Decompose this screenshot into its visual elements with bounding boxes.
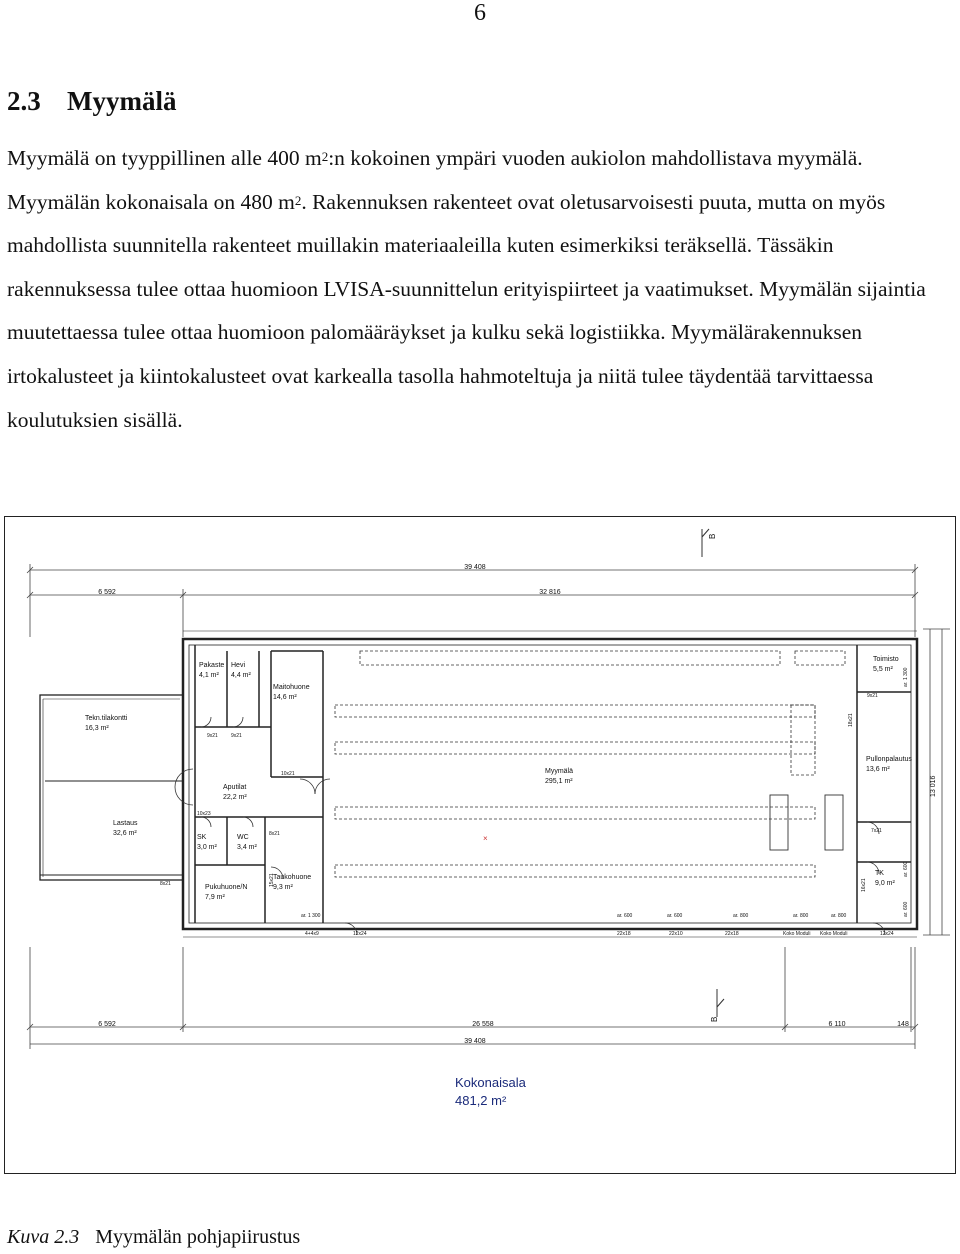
window-label-ar600-b: ar. 600: [667, 913, 683, 919]
room-name-sk: SK: [197, 834, 207, 841]
door-9x21-c: 9x21: [867, 693, 878, 699]
room-name-apu: Aputilat: [223, 784, 247, 791]
total-area-label: Kokonaisala: [455, 1075, 526, 1090]
section-label-top: B: [708, 533, 717, 539]
door-7x21: 7x21: [871, 828, 882, 834]
page-number: 6: [474, 0, 486, 26]
section-marker-bottom: [717, 989, 724, 1017]
room-area-maito: 14,6 m²: [273, 694, 297, 701]
window-label-ar600-c: ar. 600: [903, 861, 909, 877]
room-name-myymala: Myymälä: [545, 768, 574, 775]
window-koko-a: Koko Moduli: [783, 931, 811, 937]
room-area-tauko: 9,3 m²: [273, 884, 293, 891]
checkout-counters: [770, 795, 843, 850]
room-area-lastaus: 32,6 m²: [113, 830, 137, 837]
door-9x21-b: 9x21: [231, 733, 242, 739]
shelving: [335, 651, 845, 877]
door-4x9: 4+4x9: [305, 931, 319, 937]
dim-left-bottom: 6 592: [98, 1021, 116, 1028]
dimension-lines-top: [27, 564, 918, 637]
window-label-ar1300-b: ar. 1 300: [903, 667, 909, 687]
room-area-myymala: 295,1 m²: [545, 778, 573, 785]
figure-caption: [7, 1226, 300, 1249]
section-label-bottom: B: [710, 1016, 719, 1022]
superscript-2: 2: [294, 192, 302, 208]
room-name-tekn: Tekn.tilakontti: [85, 715, 128, 722]
total-area-value: 481,2 m²: [455, 1093, 507, 1108]
store-marker-x: ×: [483, 834, 488, 843]
door-9x21-a: 9x21: [207, 733, 218, 739]
door-10x23: 10x23: [197, 811, 211, 817]
door-16x21: 16x21: [861, 878, 867, 892]
section-marker-top: [702, 529, 709, 557]
door-22x10: 22x10: [669, 931, 683, 937]
window-label-ar800-c: ar. 800: [831, 913, 847, 919]
section-title: Myymälä: [67, 86, 177, 116]
dim-mid-bottom: 26 558: [472, 1021, 494, 1028]
room-name-maito: Maitohuone: [273, 684, 310, 691]
dimension-lines-bottom: [27, 947, 918, 1049]
room-name-toimisto: Toimisto: [873, 656, 899, 663]
room-area-wc: 3,4 m²: [237, 844, 257, 851]
dim-left-top: 6 592: [98, 589, 116, 596]
room-area-pakaste: 4,1 m²: [199, 672, 219, 679]
room-name-tauko: Taukohuone: [273, 874, 312, 881]
dim-side: 13 016: [930, 775, 937, 797]
room-name-pullo: Pullonpalautus: [866, 756, 912, 763]
room-name-pakaste: Pakaste: [199, 662, 225, 669]
body-paragraph: [7, 137, 952, 442]
door-8x24: 8x21: [160, 881, 171, 887]
door-22x18: 22x18: [617, 931, 631, 937]
door-15x21: 15x21: [269, 873, 275, 887]
door-12x24-b: 12x24: [880, 931, 894, 937]
room-area-sk: 3,0 m²: [197, 844, 217, 851]
room-area-puku: 7,9 m²: [205, 894, 225, 901]
section-heading: [7, 86, 176, 117]
annex-walls: [40, 695, 183, 880]
section-number: 2.3: [7, 86, 41, 116]
door-18x21: 18x21: [848, 713, 854, 727]
window-koko-b: Koko Moduli: [820, 931, 848, 937]
room-area-tk: 9,0 m²: [875, 880, 895, 887]
dim-right1-bottom: 6 110: [828, 1021, 846, 1028]
window-label-ar1300-a: ar. 1 300: [301, 913, 321, 919]
superscript-1: 2: [321, 149, 329, 164]
paragraph-text-3: . Rakennuksen rakenteet ovat oletusarvoisesti puuta, mutta on myös mahdollista suunnitella rakenteet muillakin materiaaleilla kuten esimerkiksi teräksellä. Tässäkin rakennuksessa tulee ottaa huomioon LVISA-suunnittelun erityispiirteet ja vaatimukset. Myymälän sijaintia muutettaessa tulee ottaa huomioon palomääräykset ja kulku sekä logistiikka. Myymälärakennuksen irtokalusteet ja kiintokalusteet ovat karkealla tasolla hahmoteltuja ja niitä tulee täydentää tarvittaessa koulutuksien sisällä.: [7, 189, 926, 432]
room-area-hevi: 4,4 m²: [231, 672, 251, 679]
window-label-ar800-a: ar. 800: [733, 913, 749, 919]
caption-text: Myymälän pohjapiirustus: [95, 1226, 301, 1248]
window-label-ar600-a: ar. 600: [617, 913, 633, 919]
caption-label: Kuva 2.3: [7, 1226, 80, 1248]
dim-right2-bottom: 148: [897, 1021, 909, 1028]
room-area-pullo: 13,6 m²: [866, 766, 890, 773]
window-label-ar800-b: ar. 800: [793, 913, 809, 919]
room-area-apu: 22,2 m²: [223, 794, 247, 801]
room-area-tekn: 16,3 m²: [85, 725, 109, 732]
room-name-hevi: Hevi: [231, 662, 246, 669]
room-area-toimisto: 5,5 m²: [873, 666, 893, 673]
dim-total-top: 39 408: [464, 564, 486, 571]
room-name-wc: WC: [237, 834, 249, 841]
paragraph-text-1: Myymälä on tyyppillinen alle 400 m: [7, 146, 322, 170]
door-22x18-b: 22x18: [725, 931, 739, 937]
floorplan-drawing: [5, 517, 955, 1173]
dim-main-top: 32 816: [539, 589, 561, 596]
door-swings: [175, 717, 885, 935]
window-label-ar600-d: ar. 600: [903, 901, 909, 917]
door-12x24-a: 12x24: [353, 931, 367, 937]
floorplan-figure: [4, 516, 956, 1174]
room-name-lastaus: Lastaus: [113, 820, 138, 827]
dim-total-bottom: 39 408: [464, 1038, 486, 1045]
room-name-tk: TK: [875, 870, 884, 877]
room-name-puku: Pukuhuone/N: [205, 884, 248, 891]
door-8x21: 8x21: [269, 831, 280, 837]
door-10x21: 10x21: [281, 771, 295, 777]
paragraph-text-2: :n kokoinen ympäri vuoden aukiolon mahdollistava myymälä. Myymälän kokonaisala on 480 m: [7, 146, 863, 214]
